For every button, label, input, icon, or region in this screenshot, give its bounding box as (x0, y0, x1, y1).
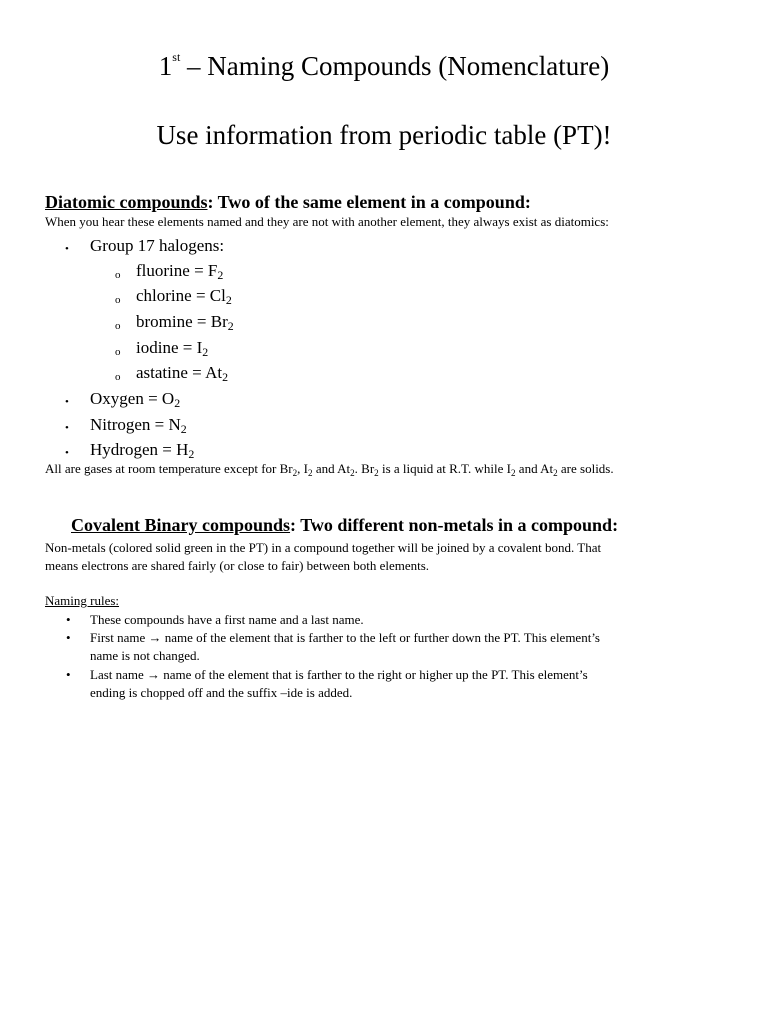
sub-bullet-icon: o (115, 269, 121, 281)
rule-line1: Last name → name of the element that is farther to the right or higher up the PT. This element’s (90, 667, 588, 682)
diatomic-intro: When you hear these elements named and they are not with another element, they always exist as diatomics: (45, 214, 609, 229)
bullet-icon: • (66, 630, 71, 645)
bullet-icon: • (65, 243, 69, 255)
page-title: 1st – Naming Compounds (Nomenclature) (158, 50, 610, 81)
page-subtitle: Use information from periodic table (PT)! (156, 120, 612, 150)
bullet-icon: • (65, 422, 69, 434)
sub-bullet-icon: o (115, 320, 121, 332)
bullet-icon: • (66, 667, 71, 682)
covalent-intro-line1: Non-metals (colored solid green in the PT) in a compound together will be joined by a covalent bond. That (45, 540, 602, 555)
sub-bullet-icon: o (115, 371, 121, 383)
group-label: Group 17 halogens: (90, 236, 225, 255)
sub-bullet-icon: o (115, 346, 121, 358)
rule-line1: First name → name of the element that is farther to the left or further down the PT. This element’s (90, 630, 600, 645)
diatomic-heading: Diatomic compounds: Two of the same element in a compound: (45, 192, 531, 212)
halogen-item: fluorine = $F_2$ (136, 261, 224, 282)
bullet-icon: • (65, 396, 69, 408)
naming-rules-label: Naming rules: (45, 593, 120, 608)
diatomic-item: Hydrogen = $H_2$ (90, 440, 195, 461)
halogen-item: astatine = $At_2$ (136, 363, 229, 384)
bullet-icon: • (65, 447, 69, 459)
diatomic-item: Oxygen = $O_2$ (90, 389, 181, 410)
diatomic-item: Nitrogen = $N_2$ (90, 415, 187, 436)
rule-line1: These compounds have a first name and a last name. (90, 612, 364, 627)
rule-line2: name is not changed. (90, 648, 200, 663)
rule-line2: ending is chopped off and the suffix –ide is added. (90, 685, 353, 700)
halogen-item: $bromine = Br_2$ (136, 312, 234, 333)
sub-bullet-icon: o (115, 294, 121, 306)
covalent-heading: Covalent Binary compounds: Two different non-metals in a compound: (71, 515, 619, 535)
halogen-item: iodine = $I_2$ (136, 338, 209, 359)
diatomic-note: All are gases at room temperature except for $Br_2$, $I_2$ and $At_2$. $Br_2$ is a liquid at R.T. while $I_2$ and $At_2$ are solids. (45, 461, 614, 478)
halogen-item: chlorine = $Cl_2$ (136, 286, 232, 307)
covalent-intro-line2: means electrons are shared fairly (or close to fair) between both elements. (45, 558, 430, 573)
bullet-icon: • (66, 612, 71, 627)
